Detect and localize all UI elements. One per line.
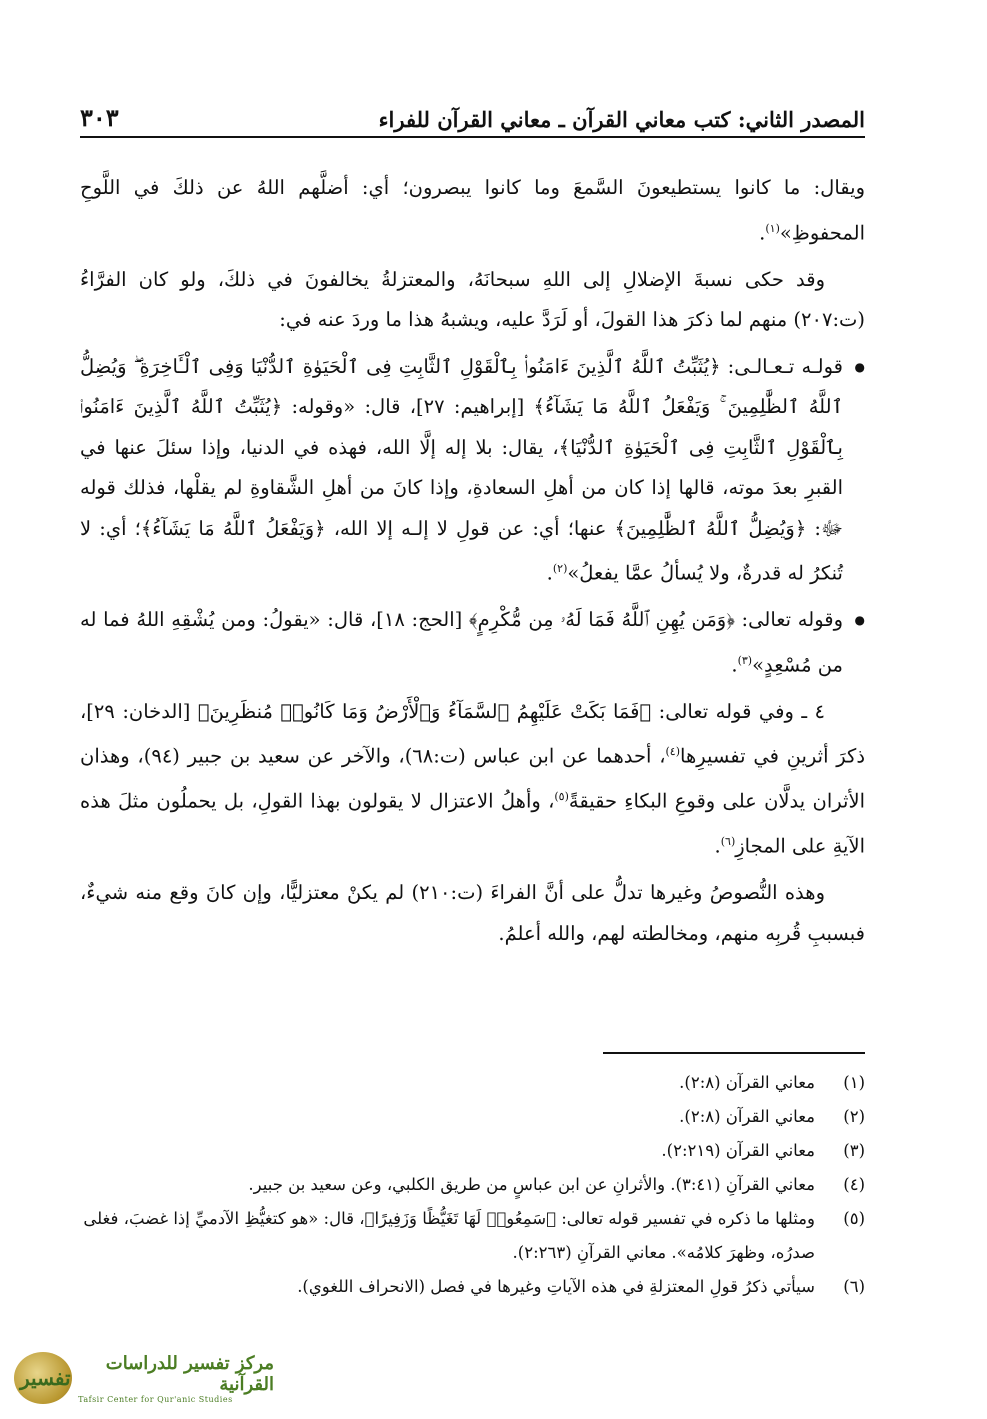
footnote-item: (٤) معاني القرآنِ (٣:٤١). والأثرانِ عن ابن عباسٍ من طريق الكلبي، وعن سعيد بن جبير. bbox=[248, 1175, 865, 1194]
bullet-paragraph: ● وقوله تعالى: ﴿وَمَن يُهِنِ ٱللَّهُ فَمَا لَهُۥ مِن مُّكْرِمٍ﴾ [الحج: ١٨]، قال: «يقولُ: ومن يُشْقِهِ اللهُ فما له من مُسْعِدٍ»$^{(٣)}$. bbox=[80, 600, 865, 686]
footnote-item: (٢) معاني القرآن (٢:٨). bbox=[679, 1107, 865, 1126]
logo-english-text: Tafsir Center for Qur'anic Studies bbox=[78, 1394, 233, 1404]
footnote-item: (٣) معاني القرآن (٢:٢١٩). bbox=[661, 1141, 865, 1160]
running-title: المصدر الثاني: كتب معاني القرآن ـ معاني القرآن للفراء bbox=[378, 107, 865, 132]
tafsir-center-logo bbox=[14, 1349, 274, 1407]
footnote-ref[interactable]: (٦) bbox=[720, 835, 736, 848]
running-header bbox=[80, 92, 865, 132]
globe-logo-icon: تفسير bbox=[14, 1352, 72, 1404]
footnote-item: (١) معاني القرآن (٢:٨). bbox=[679, 1073, 865, 1092]
footnotes bbox=[80, 1066, 865, 1304]
footnote-ref[interactable]: (٤) bbox=[665, 745, 681, 758]
paragraph: وهذه النُّصوصُ وغيرها تدلُّ على أنَّ الفراءَ (ت:٢١٠) لم يكنْ معتزليًّا، وإن كانَ وقع منه شيءٌ، فبسببِ قُربِه منهم، ومخالطته لهم، والله أعلمُ. bbox=[80, 881, 865, 945]
paragraph: ٤ ـ وفي قوله تعالى: ﴿فَمَا بَكَتْ عَلَيْهِمُ ٱلسَّمَآءُ وَٱلْأَرْضُ وَمَا كَانُوا۟ مُنظَرِينَ﴾ [الدخان: ٢٩]، ذكرَ أثرينِ في تفسيرِها$^{(٤)}$، أحدهما عن ابن عباس (ت:٦٨)، والآخر عن سعيد بن جبير (٩٤)، وهذان الأثران يدلَّان على وقوعِ البكاءِ حقيقةً$^{(٥)}$، وأهلُ الاعتزال لا يقولون بهذا القولِ، بل يحملُون مثلَ هذه الآيةِ على المجازِ$^{(٦)}$. bbox=[80, 699, 866, 858]
page-number: ٣٠٣ bbox=[80, 103, 119, 132]
footnote-item: (٦) سيأتي ذكرُ قولِ المعتزلةِ في هذه الآياتِ وغيرها في فصل (الانحراف اللغوي). bbox=[297, 1277, 865, 1296]
header-divider bbox=[80, 136, 865, 138]
footnote-ref[interactable]: (١) bbox=[765, 221, 780, 235]
paragraph: ويقال: ما كانوا يستطيعونَ السَّمعَ وما كانوا يبصرون؛ أي: أضلَّهم اللهُ عن ذلكَ في اللَّوحِ المحفوظِ»$^{(١)}$. bbox=[80, 176, 865, 244]
logo-arabic-text: مركز تفسير للدراسات القرآنية bbox=[105, 1352, 274, 1395]
paragraph: وقد حكى نسبةَ الإضلالِ إلى اللهِ سبحانَهُ، والمعتزلةُ يخالفونَ في ذلكَ، ولو كان الفرَّاءُ (ت:٢٠٧) منهم لما ذكرَ هذا القولَ، أو لَرَدَّ عليه، ويشبهُ هذا ما وردَ عنه في: bbox=[80, 267, 865, 331]
main-text bbox=[80, 168, 865, 960]
bullet-paragraph: ● قولـه تـعـالـى: ﴿يُثَبِّتُ ٱللَّهُ ٱلَّذِينَ ءَامَنُوا۟ بِٱلْقَوْلِ ٱلثَّابِتِ فِى ٱلْحَيَوٰةِ ٱلدُّنْيَا وَفِى ٱلْـَٔاخِرَةِ ۖ وَيُضِلُّ ٱللَّهُ ٱلظَّٰلِمِينَ ۚ وَيَفْعَلُ ٱللَّهُ مَا يَشَآءُ﴾ [إبراهيم: ٢٧]، قال: «وقوله: ﴿يُثَبِّتُ ٱللَّهُ ٱلَّذِينَ ءَامَنُوا۟ بِٱلْقَوْلِ ٱلثَّابِتِ فِى ٱلْحَيَوٰةِ ٱلدُّنْيَا﴾، يقال: بلا إله إلَّا الله، فهذه في الدنيا، وإذا سئلَ عنها في القبرِ بعدَ موته، قالها إذا كان من أهلِ السعادةِ، وإذا كانَ من أهلِ الشَّقاوةِ لم يقلْها، فذلك قوله ﷻ: ﴿وَيُضِلُّ ٱللَّهُ ٱلظَّٰلِمِينَ﴾ عنها؛ أي: عن قولِ لا إلـه إلا الله، ﴿وَيَفْعَلُ ٱللَّهُ مَا يَشَآءُ﴾؛ أي: لا تُنكرُ له قدرةٌ، ولا يُسألُ عمَّا يفعلُ»$^{(٢)}$. bbox=[80, 347, 865, 595]
footnote-ref[interactable]: (٣) bbox=[737, 653, 753, 667]
footnote-ref[interactable]: (٢) bbox=[552, 562, 568, 575]
footnote-divider bbox=[603, 1052, 865, 1054]
footnote-ref[interactable]: (٥) bbox=[554, 790, 569, 803]
footnote-item: (٥) ومثلها ما ذكره في تفسير قوله تعالى: ﴿سَمِعُوا۟ لَهَا تَغَيُّظًا وَزَفِيرًا﴾، قال: «هو كتغيُّظِ الآدميِّ إذا غضبَ، فغلى صدرُه، وظهرَ كلامُه». معاني القرآنِ (٢:٢٦٣). bbox=[83, 1209, 865, 1262]
